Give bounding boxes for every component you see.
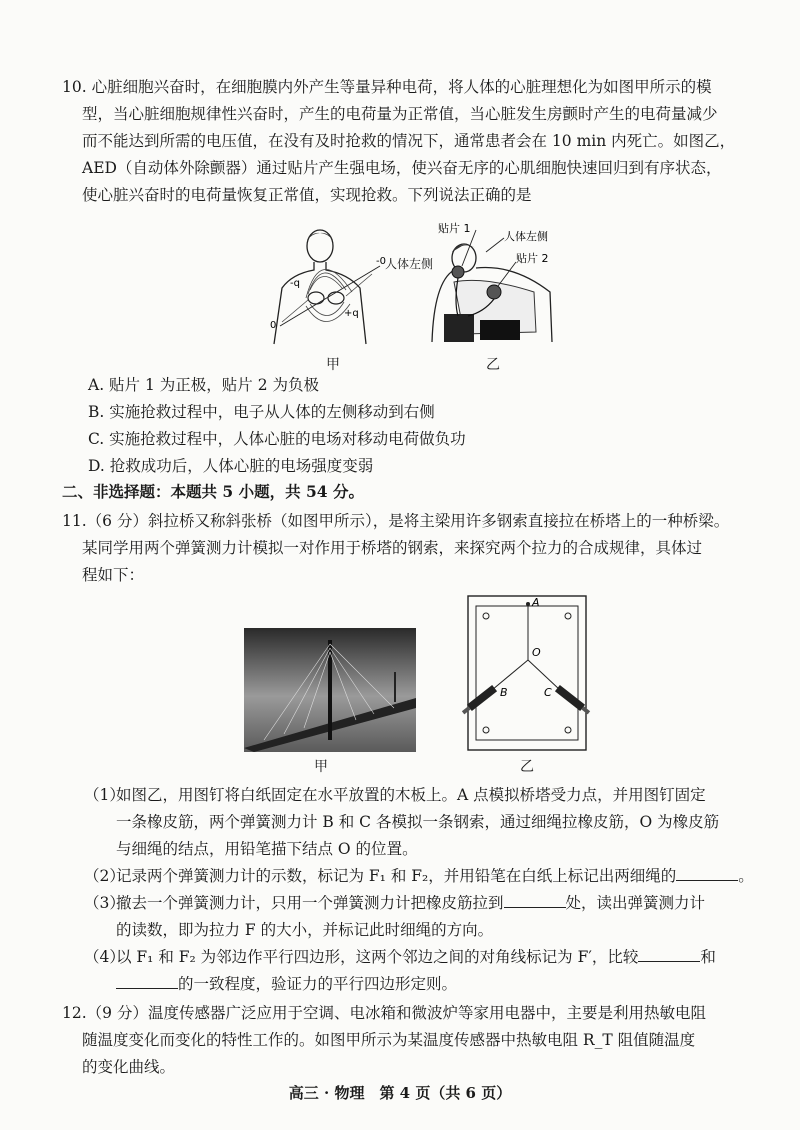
- distant-tower: [394, 672, 396, 702]
- label-plus-q: +q: [344, 308, 359, 319]
- option-a[interactable]: A. 贴片 1 为正极，贴片 2 为负极: [88, 376, 319, 394]
- step-4-number: （4）: [84, 948, 125, 966]
- patch-1: [452, 266, 464, 278]
- q11-steps: [84, 782, 774, 998]
- step-3-text-b: 处，读出弹簧测力计: [565, 894, 706, 912]
- label-minus-q: -q: [290, 278, 300, 289]
- q12-line-1: 12.（9 分）温度传感器广泛应用于空调、电冰箱和微波炉等家用电器中，主要是利用热敏电阻: [62, 1004, 706, 1022]
- patch-1-leader: [462, 230, 476, 266]
- label-o: O: [532, 646, 541, 659]
- step-3-line-c: 的读数，即为拉力 F 的大小，并标记此时细绳的方向。: [116, 921, 494, 939]
- q10-yi-caption: 乙: [486, 357, 500, 373]
- question-10-stem: [62, 74, 772, 209]
- paper-inner: [476, 606, 578, 740]
- aed-device: [444, 314, 474, 342]
- q12-line-2: 随温度变化而变化的特性工作的。如图甲所示为某温度传感器中热敏电阻 R_T 阻值随温度: [82, 1031, 696, 1049]
- q11-bridge-photo: [244, 628, 416, 752]
- step-3-number: （3）: [84, 894, 125, 912]
- q10-line-1: 10. 心脏细胞兴奋时，在细胞膜内外产生等量异种电荷，将人体的心脏理想化为如图甲所示的模: [62, 78, 712, 96]
- step-2: [84, 863, 774, 890]
- label-a: A: [532, 596, 540, 609]
- q10-jia-caption: 甲: [326, 357, 340, 373]
- heart-negative-charge: [308, 292, 324, 304]
- q12-line-3: 的变化曲线。: [82, 1058, 176, 1076]
- step-2-end: 。: [738, 867, 754, 885]
- step-3: [84, 890, 774, 944]
- step-1-number: （1）: [84, 786, 125, 804]
- heart-positive-charge: [328, 292, 344, 304]
- spring-scale-b: [461, 685, 497, 716]
- label-zero-top: -0: [376, 256, 386, 267]
- step-2-text: 记录两个弹簧测力计的示数，标记为 F₁ 和 F₂，并用铅笔在白纸上标记出两细绳的: [116, 867, 677, 885]
- axis-line: [280, 266, 380, 326]
- answer-blank-3[interactable]: [638, 945, 700, 962]
- section-2-heading: 二、非选择题：本题共 5 小题，共 54 分。: [62, 482, 364, 501]
- question-12-stem: [62, 1000, 782, 1081]
- step-1: [84, 782, 774, 863]
- label-b: B: [500, 686, 508, 699]
- q11-jia-caption: 甲: [314, 759, 328, 775]
- body-left-leader: [486, 238, 504, 252]
- label-body-left-yi: 人体左侧: [504, 230, 548, 243]
- step-1-line-a: 如图乙，用图钉将白纸固定在水平放置的木板上。A 点模拟桥塔受力点，并用图钉固定: [116, 786, 706, 804]
- string-b: [492, 660, 528, 690]
- thumbtacks: [483, 613, 571, 733]
- q10-line-5: 使心脏兴奋时的电荷量恢复正常值，实现抢救。下列说法正确的是: [82, 186, 532, 204]
- step-1-line-b: 一条橡皮筋，两个弹簧测力计 B 和 C 各模拟一条钢索，通过细绳拉橡皮筋，O 为橡皮筋: [116, 813, 720, 831]
- q10-figure-yi: [424, 222, 560, 344]
- patch-2: [487, 285, 501, 299]
- label-zero-bottom: 0: [270, 320, 277, 331]
- q11-line-1: 11.（6 分）斜拉桥又称斜张桥（如图甲所示），是将主梁用许多钢索直接拉在桥塔上的一种桥梁。: [62, 512, 730, 530]
- q10-jia-label-body-left: 人体左侧: [385, 257, 434, 271]
- q11-board-diagram: [456, 594, 596, 754]
- answer-blank-4[interactable]: [116, 972, 178, 989]
- label-c: C: [544, 686, 552, 699]
- option-c[interactable]: C. 实施抢救过程中，人体心脏的电场对移动电荷做负功: [88, 430, 466, 448]
- step-4-text-c: 的一致程度，验证力的平行四边形定则。: [178, 975, 458, 993]
- q11-line-2: 某同学用两个弹簧测力计模拟一对作用于桥塔的钢索，来探究两个拉力的合成规律，具体过: [82, 539, 703, 557]
- label-patch-2: 贴片 2: [516, 252, 549, 265]
- option-d[interactable]: D. 抢救成功后，人体心脏的电场强度变弱: [88, 457, 374, 475]
- q10-figure-jia: [262, 224, 402, 346]
- q10-line-4: AED（自动体外除颤器）通过贴片产生强电场，使兴奋无序的心肌细胞快速回归到有序状态，: [82, 159, 722, 177]
- q10-line-2: 型，当心脏细胞规律性兴奋时，产生的电荷量为正常值，当心脏发生房颤时产生的电荷量减少: [82, 105, 718, 123]
- q10-line-3: 而不能达到所需的电压值，在没有及时抢救的情况下，通常患者会在 10 min 内死亡。如图乙，: [82, 132, 736, 150]
- step-4-text-a: 以 F₁ 和 F₂ 为邻边作平行四边形，这两个邻边之间的对角线标记为 F′，比较: [116, 948, 639, 966]
- waist-band: [480, 320, 520, 340]
- page-footer: 高三 · 物理 第 4 页（共 6 页）: [288, 1084, 512, 1102]
- answer-blank-2[interactable]: [504, 891, 566, 908]
- question-11-stem: [62, 508, 782, 589]
- step-2-number: （2）: [84, 867, 125, 885]
- step-1-line-c: 与细绳的结点，用铅笔描下结点 O 的位置。: [116, 840, 418, 858]
- label-patch-1: 贴片 1: [438, 222, 471, 235]
- step-4: [84, 944, 774, 998]
- q11-line-3: 程如下：: [82, 566, 145, 584]
- patch-2-leader: [498, 262, 516, 286]
- person-head: [307, 230, 333, 262]
- step-4-text-b: 和: [700, 948, 716, 966]
- step-3-text-a: 撤去一个弹簧测力计，只用一个弹簧测力计把橡皮筋拉到: [116, 894, 504, 912]
- option-b[interactable]: B. 实施抢救过程中，电子从人体的左侧移动到右侧: [88, 403, 435, 421]
- answer-blank-1[interactable]: [676, 864, 738, 881]
- q10-options: [88, 372, 466, 480]
- q11-yi-caption: 乙: [520, 759, 534, 775]
